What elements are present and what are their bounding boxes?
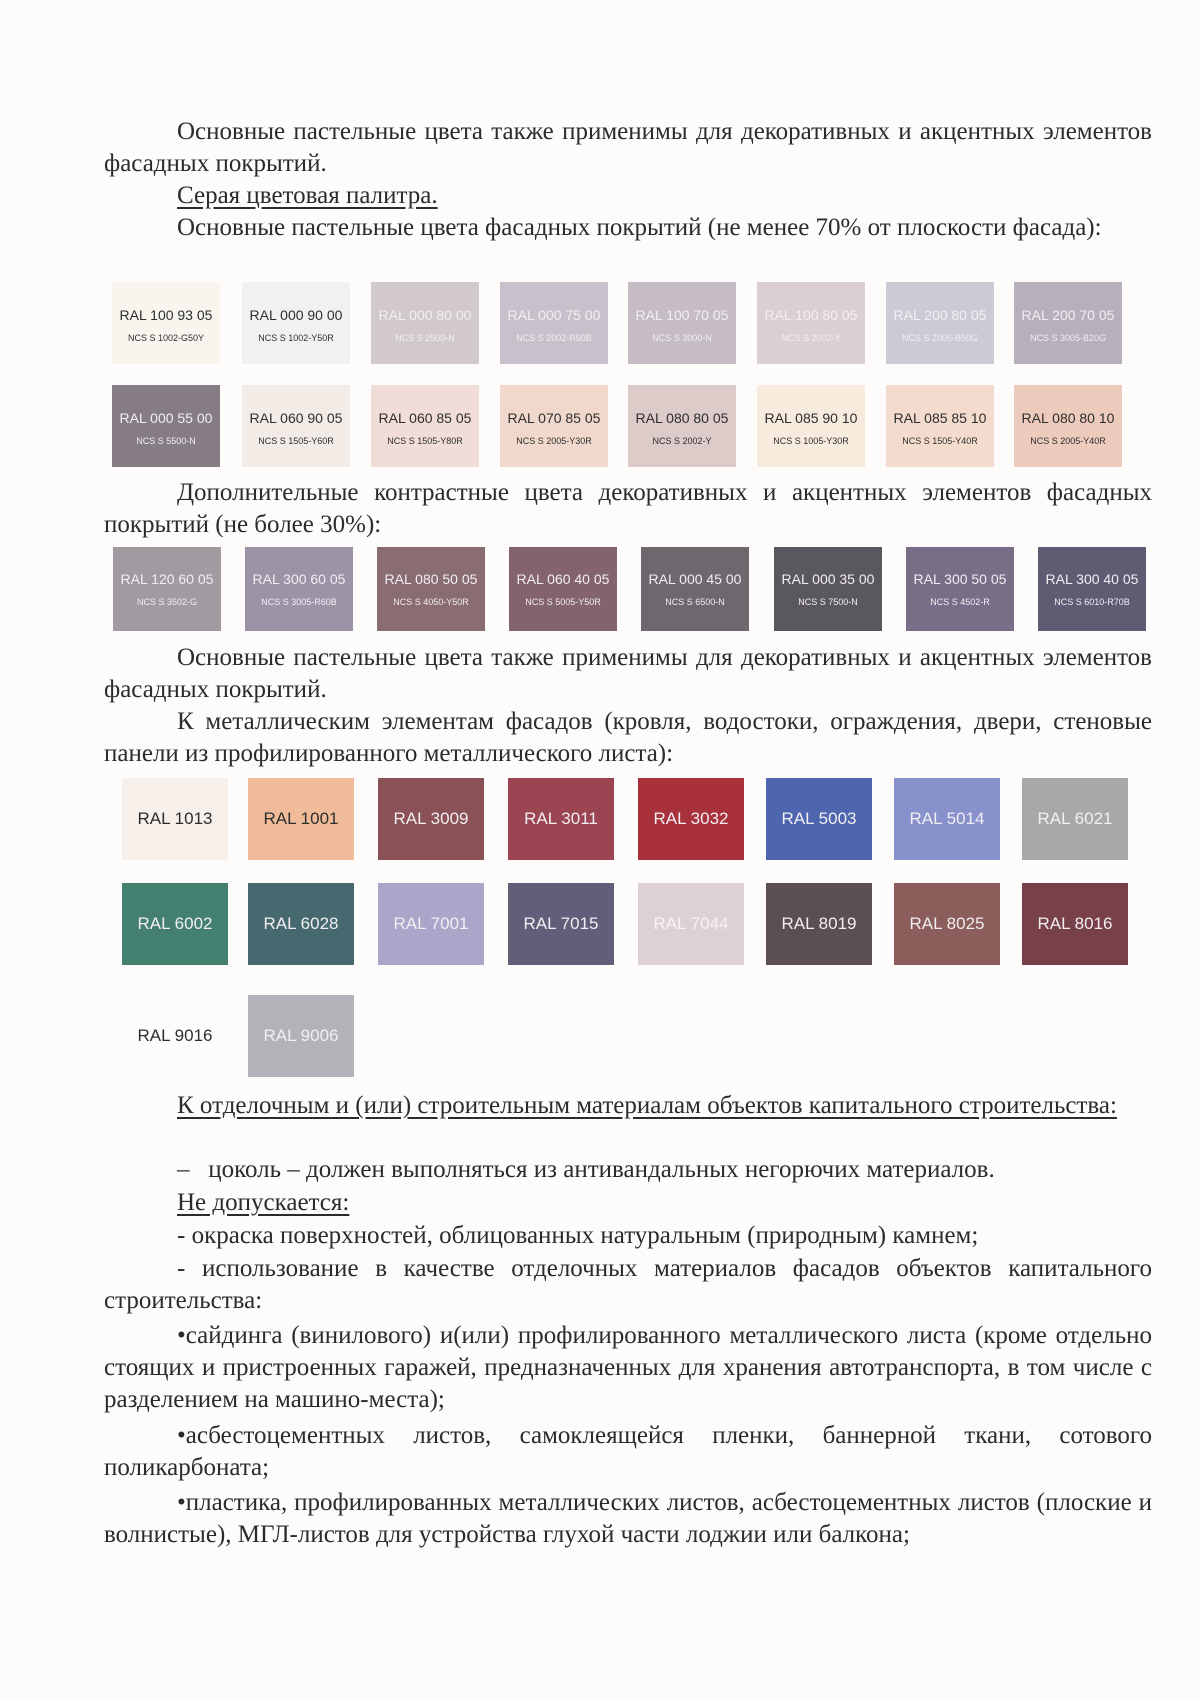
swatch-ral-label: RAL 000 80 00 (378, 307, 472, 323)
color-swatch (248, 778, 354, 860)
swatch-ral-label: RAL 200 80 05 (893, 307, 987, 323)
color-swatch (378, 883, 484, 965)
paragraph-pastel-accent: Основные пастельные цвета также применимы для декоративных и акцентных элементов фасадных покрытий. (104, 644, 1152, 703)
swatch-row-pastel-2 (0, 385, 1200, 475)
swatch-row-metal-1 (0, 778, 1200, 868)
swatch-ncs-label: NCS S 1005-Y30R (773, 436, 849, 446)
color-swatch (1014, 385, 1122, 467)
color-swatch (906, 547, 1014, 631)
swatch-ncs-label: NCS S 1505-Y60R (258, 436, 334, 446)
swatch-ral-label: RAL 060 40 05 (516, 571, 610, 587)
swatch-ncs-label: NCS S 3005-B20G (1029, 333, 1107, 343)
swatch-ncs-label: NCS S 7500-N (798, 597, 858, 607)
color-swatch (242, 385, 350, 467)
swatch-ral-label: RAL 6002 (137, 914, 213, 933)
heading-not-allowed: Не допускается: (177, 1189, 350, 1216)
color-swatch (766, 883, 872, 965)
swatch-ncs-label: NCS S 6500-N (665, 597, 725, 607)
color-swatch (377, 547, 485, 631)
swatch-ncs-label: NCS S 4502-R (930, 597, 990, 607)
color-swatch (122, 995, 228, 1077)
color-swatch (371, 385, 479, 467)
swatch-ral-label: RAL 070 85 05 (507, 410, 601, 426)
color-swatch (894, 778, 1000, 860)
color-swatch (628, 282, 736, 364)
swatch-ncs-label: NCS S 1505-Y80R (387, 436, 463, 446)
swatch-ral-label: RAL 1001 (263, 809, 339, 828)
swatch-row-metal-2 (0, 883, 1200, 973)
swatch-ral-label: RAL 300 40 05 (1045, 571, 1139, 587)
swatch-ncs-label: NCS S 5005-Y50R (525, 597, 601, 607)
color-swatch (774, 547, 882, 631)
swatch-ral-label: RAL 7015 (523, 914, 599, 933)
swatch-ral-label: RAL 000 90 00 (249, 307, 343, 323)
color-swatch (1038, 547, 1146, 631)
swatch-row-metal-3 (0, 995, 1200, 1085)
swatch-ncs-label: NCS S 2002-Y (781, 333, 841, 343)
swatch-ncs-label: NCS S 5500-N (136, 436, 196, 446)
swatch-ral-label: RAL 000 55 00 (119, 410, 213, 426)
color-swatch (508, 883, 614, 965)
color-swatch (112, 385, 220, 467)
color-swatch (886, 282, 994, 364)
color-swatch (378, 778, 484, 860)
list-item-finishing-usage: - использование в качестве отделочных материалов фасадов объектов капитального строительства: (104, 1255, 1152, 1314)
color-swatch (766, 778, 872, 860)
swatch-ral-label: RAL 7001 (393, 914, 469, 933)
color-swatch (242, 282, 350, 364)
color-swatch (1022, 883, 1128, 965)
swatch-ral-label: RAL 085 85 10 (893, 410, 987, 426)
swatch-ral-label: RAL 100 70 05 (635, 307, 729, 323)
swatch-ral-label: RAL 3011 (524, 809, 598, 828)
color-swatch (122, 778, 228, 860)
swatch-ral-label: RAL 6021 (1037, 809, 1113, 828)
swatch-ral-label: RAL 300 60 05 (252, 571, 346, 587)
swatch-ncs-label: NCS S 2005-B50G (901, 333, 979, 343)
swatch-ncs-label: NCS S 2002-R50B (516, 333, 592, 343)
color-swatch (757, 282, 865, 364)
swatch-ncs-label: NCS S 1002-Y50R (258, 333, 334, 343)
swatch-ncs-label: NCS S 4050-Y50R (393, 597, 469, 607)
color-swatch (508, 778, 614, 860)
swatch-ncs-label: NCS S 3502-G (136, 597, 198, 607)
swatch-ral-label: RAL 100 80 05 (764, 307, 858, 323)
color-swatch (112, 282, 220, 364)
color-swatch (1014, 282, 1122, 364)
bullet-siding: •сайдинга (винилового) и(или) профилированного металлического листа (кроме отдельно стоящих и пристроенных гаражей, предназначенных для хранения автотранспорта, в том числе с разделением на машино-места); (104, 1322, 1152, 1413)
swatch-ral-label: RAL 6028 (263, 914, 339, 933)
swatch-ncs-label: NCS S 3005-R60B (261, 597, 337, 607)
color-swatch (638, 883, 744, 965)
swatch-ral-label: RAL 100 93 05 (119, 307, 213, 323)
swatch-ral-label: RAL 300 50 05 (913, 571, 1007, 587)
swatch-ral-label: RAL 200 70 05 (1021, 307, 1115, 323)
swatch-ncs-label: NCS S 1002-G50Y (127, 333, 205, 343)
swatch-ncs-label: NCS S 2002-Y (652, 436, 712, 446)
swatch-ral-label: RAL 1013 (137, 809, 213, 828)
swatch-ral-label: RAL 8025 (909, 914, 985, 933)
bullet-plastic: •пластика, профилированных металлических листов, асбестоцементных листов (плоские и волнистые), МГЛ-листов для устройства глухой части лоджии или балкона; (104, 1489, 1152, 1548)
heading-finishing-materials: К отделочным и (или) строительным материалам объектов капитального строительства: (177, 1092, 1117, 1119)
list-item-stone-painting: - окраска поверхностей, облицованных натуральным (природным) камнем; (177, 1222, 979, 1249)
color-swatch (638, 778, 744, 860)
swatch-ral-label: RAL 060 85 05 (378, 410, 472, 426)
paragraph-metal: К металлическим элементам фасадов (кровля, водостоки, ограждения, двери, стеновые панели из профилированного металлического листа): (104, 708, 1152, 767)
swatch-ral-label: RAL 120 60 05 (120, 571, 214, 587)
swatch-ral-label: RAL 000 45 00 (648, 571, 742, 587)
swatch-ncs-label: NCS S 2005-Y30R (516, 436, 592, 446)
swatch-ral-label: RAL 080 80 10 (1021, 410, 1115, 426)
color-swatch (509, 547, 617, 631)
swatch-ncs-label: NCS S 1505-Y40R (902, 436, 978, 446)
swatch-ral-label: RAL 7044 (653, 914, 729, 933)
swatch-ral-label: RAL 000 75 00 (507, 307, 601, 323)
paragraph-pastel-main: Основные пастельные цвета фасадных покрытий (не менее 70% от плоскости фасада): (177, 214, 1102, 241)
color-swatch (628, 385, 736, 467)
color-swatch (641, 547, 749, 631)
swatch-ncs-label: NCS S 2005-Y40R (1030, 436, 1106, 446)
color-swatch (1022, 778, 1128, 860)
color-swatch (248, 995, 354, 1077)
color-swatch (894, 883, 1000, 965)
swatch-ral-label: RAL 3032 (653, 809, 729, 828)
swatch-ral-label: RAL 080 50 05 (384, 571, 478, 587)
color-swatch (500, 385, 608, 467)
heading-grey-palette: Серая цветовая палитра. (177, 182, 438, 209)
list-item-socle: – цоколь – должен выполняться из антивандальных негорючих материалов. (177, 1156, 995, 1183)
swatch-ral-label: RAL 8016 (1037, 914, 1113, 933)
swatch-ral-label: RAL 085 90 10 (764, 410, 858, 426)
color-swatch (371, 282, 479, 364)
bullet-asbestos: •асбестоцементных листов, самоклеящейся пленки, баннерной ткани, сотового поликарбоната; (104, 1422, 1152, 1481)
swatch-ncs-label: NCS S 3000-N (652, 333, 712, 343)
color-swatch (886, 385, 994, 467)
color-swatch (757, 385, 865, 467)
swatch-ral-label: RAL 080 80 05 (635, 410, 729, 426)
swatch-ral-label: RAL 5014 (909, 809, 985, 828)
color-swatch (245, 547, 353, 631)
color-swatch (500, 282, 608, 364)
swatch-ncs-label: NCS S 6010-R70B (1054, 597, 1130, 607)
swatch-row-contrast (0, 547, 1200, 637)
swatch-ral-label: RAL 000 35 00 (781, 571, 875, 587)
swatch-ral-label: RAL 5003 (781, 809, 857, 828)
swatch-ral-label: RAL 3009 (393, 809, 469, 828)
paragraph-contrast: Дополнительные контрастные цвета декоративных и акцентных элементов фасадных покрытий (не более 30%): (104, 479, 1152, 538)
swatch-ral-label: RAL 060 90 05 (249, 410, 343, 426)
color-swatch (113, 547, 221, 631)
swatch-ral-label: RAL 9006 (263, 1026, 339, 1045)
paragraph-intro: Основные пастельные цвета также применимы для декоративных и акцентных элементов фасадных покрытий. (104, 118, 1152, 177)
swatch-row-pastel-1 (0, 282, 1200, 372)
swatch-ral-label: RAL 8019 (781, 914, 857, 933)
swatch-ncs-label: NCS S 2500-N (395, 333, 455, 343)
color-swatch (122, 883, 228, 965)
swatch-ral-label: RAL 9016 (137, 1026, 213, 1045)
color-swatch (248, 883, 354, 965)
